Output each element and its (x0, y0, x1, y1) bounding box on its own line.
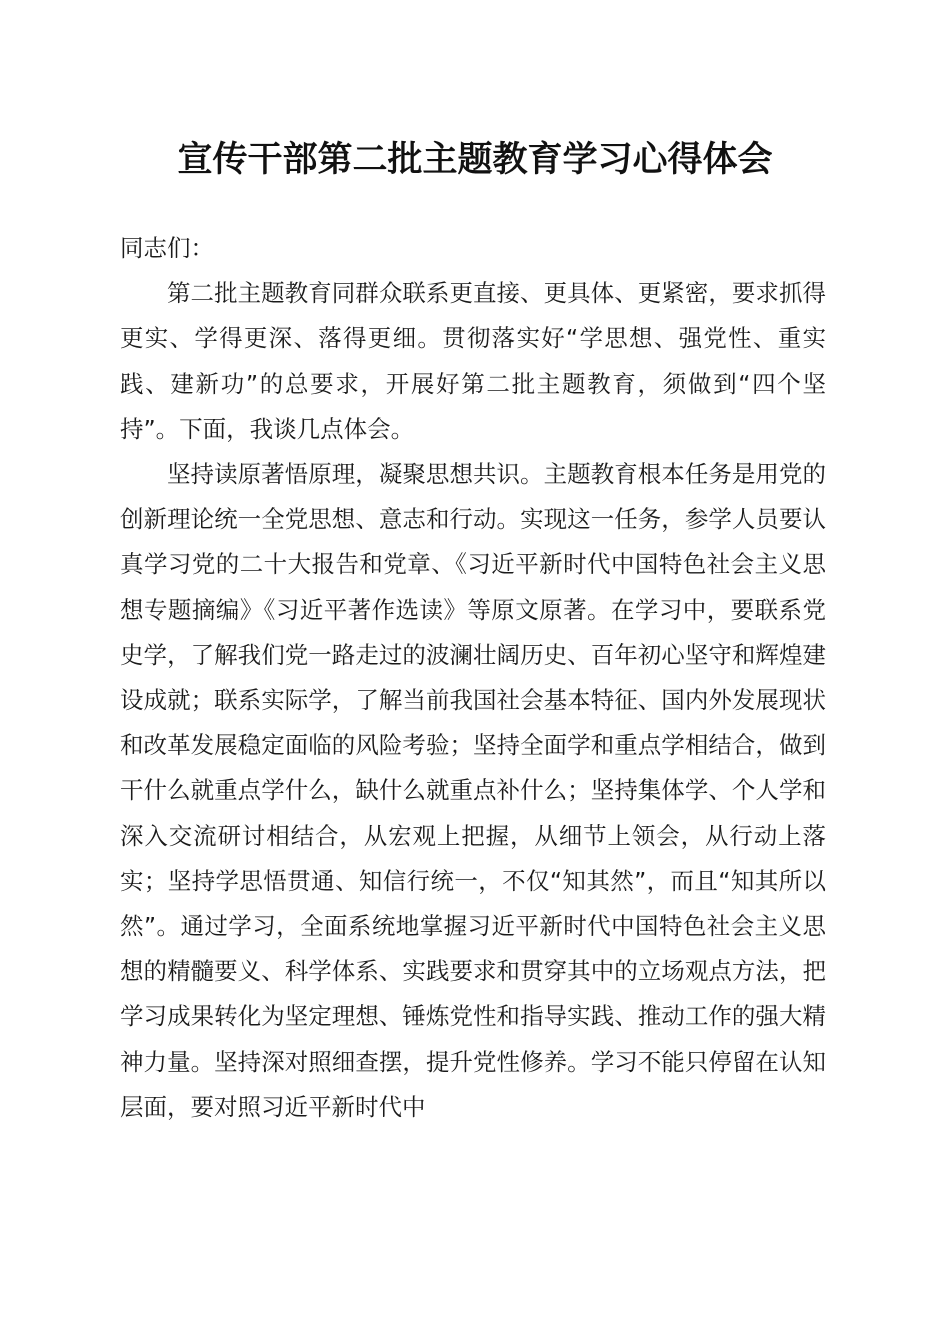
document-title: 宣传干部第二批主题教育学习心得体会 (177, 139, 773, 180)
paragraph-intro: 第二批主题教育同群众联系更直接、更具体、更紧密，要求抓得更实、学得更深、落得更细。贯彻落实好“学思想、强党性、重实践、建新功”的总要求，开展好第二批主题教育，须做到“四个坚持”。下面，我谈几点体会。 (120, 279, 826, 443)
paragraph-main: 坚持读原著悟原理，凝聚思想共识。主题教育根本任务是用党的创新理论统一全党思想、意志和行动。实现这一任务，参学人员要认真学习党的二十大报告和党章、《习近平新时代中国特色社会主义思想专题摘编》《习近平著作选读》等原文原著。在学习中，要联系党史学，了解我们党一路走过的波澜壮阔历史、百年初心坚守和辉煌建设成就；联系实际学，了解当前我国社会基本特征、国内外发展现状和改革发展稳定面临的风险考验；坚持全面学和重点学相结合，做到干什么就重点学什么，缺什么就重点补什么；坚持集体学、个人学和深入交流研讨相结合，从宏观上把握，从细节上领会，从行动上落实；坚持学思悟贯通、知信行统一，不仅“知其然”，而且“知其所以然”。通过学习，全面系统地掌握习近平新时代中国特色社会主义思想的精髓要义、科学体系、实践要求和贯穿其中的立场观点方法，把学习成果转化为坚定理想、锤炼党性和指导实践、推动工作的强大精神力量。坚持深对照细查摆，提升党性修养。学习不能只停留在认知层面，要对照习近平新时代中 (120, 460, 826, 1121)
salutation: 同志们： (120, 234, 214, 262)
document-body (120, 226, 826, 1130)
